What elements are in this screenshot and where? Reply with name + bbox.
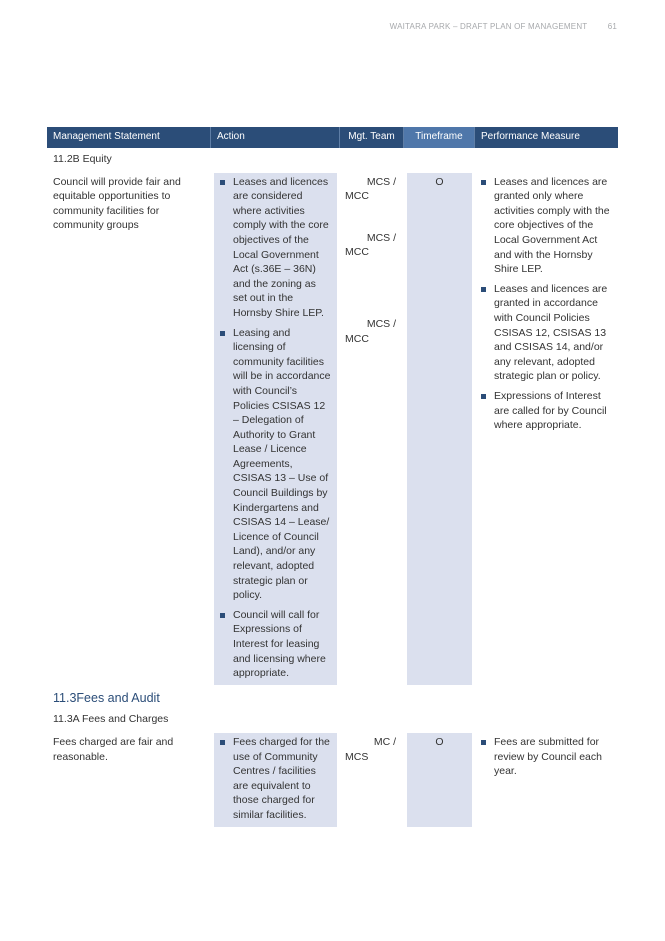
list-item: Leases and licences are considered where activities comply with the core objectives of the Local Government Act (s.36E – 36N) and the zoning as set out in the Hornsby Shire LEP.: [220, 175, 331, 321]
team-cell: [340, 173, 404, 685]
measure-cell: [475, 733, 618, 827]
team-entry: [346, 231, 396, 260]
column-header-team: Mgt. Team: [340, 127, 404, 148]
measure-list: [481, 735, 612, 779]
list-item: Council will call for Expressions of Interest for leasing and licensing where appropriate.: [220, 608, 331, 681]
column-header-action: Action: [211, 127, 340, 148]
management-table: [47, 127, 618, 827]
list-item: Fees charged for the use of Community Centres / facilities are equivalent to those charged for similar facilities.: [220, 735, 331, 823]
table-row: [47, 173, 618, 685]
running-title: WAITARA PARK – DRAFT PLAN OF MANAGEMENT: [389, 22, 588, 31]
management-statement: Fees charged are fair and reasonable.: [53, 735, 174, 763]
team-entry: [346, 175, 396, 204]
action-cell: [211, 173, 340, 685]
team-line: MC /: [373, 735, 396, 748]
column-header-measure: Performance Measure: [475, 127, 618, 148]
measure-list: [481, 175, 612, 433]
timeframe-cell: O: [404, 173, 475, 685]
subsection-heading: 11.2B Equity: [53, 153, 112, 165]
subsection-row: [47, 708, 618, 733]
subsection-heading: 11.3A Fees and Charges: [53, 713, 169, 726]
team-entry: [346, 317, 396, 346]
action-list: [220, 175, 331, 681]
measure-cell: [475, 173, 618, 685]
column-header-statement: Management Statement: [47, 127, 211, 148]
running-header: [390, 22, 617, 31]
list-item: Leasing and licensing of community facilities will be in accordance with Council’s Policies CSISAS 12 – Delegation of Authority to Grant Lease / Licence Agreements, CSISAS 13 – Use of Council Buildings by Kindergartens and CSISAS 14 – Lease/ Licence of Council Land), and/or any relevant, adopted strategic plan or policy.: [220, 326, 331, 603]
team-entry: [346, 735, 396, 764]
management-statement: Council will provide fair and equitable opportunities to community facilities for community groups: [53, 175, 181, 232]
page-number: 61: [607, 22, 617, 31]
team-line: MCS /: [366, 231, 396, 244]
timeframe-cell: O: [404, 733, 475, 827]
team-cell: [340, 733, 404, 827]
list-item: Leases and licences are granted only where activities comply with the core objectives of the Local Government Act and with the Hornsby Shire LEP.: [481, 175, 612, 277]
team-line: MCS /: [366, 175, 396, 188]
list-item: Leases and licences are granted in accordance with Council Policies CSISAS 12, CSISAS 13 and CSISAS 14, and/or any relevant, adopted strategic plan or policy.: [481, 282, 612, 384]
section-heading: 11.3Fees and Audit: [53, 690, 160, 705]
team-line: MCS /: [366, 317, 396, 330]
list-item: Fees are submitted for review by Council each year.: [481, 735, 612, 779]
team-line: MCC: [345, 332, 369, 345]
action-cell: [211, 733, 340, 827]
list-item: Expressions of Interest are called for by Council where appropriate.: [481, 389, 612, 433]
team-line: MCC: [345, 246, 369, 259]
table-header-row: [47, 127, 618, 148]
subsection-row: [47, 148, 618, 173]
table-row: [47, 733, 618, 827]
action-list: [220, 735, 331, 823]
column-header-timeframe: Timeframe: [404, 127, 475, 148]
section-heading-row: [47, 685, 618, 709]
team-line: MCC: [345, 190, 369, 203]
team-line: MCS: [345, 750, 369, 763]
